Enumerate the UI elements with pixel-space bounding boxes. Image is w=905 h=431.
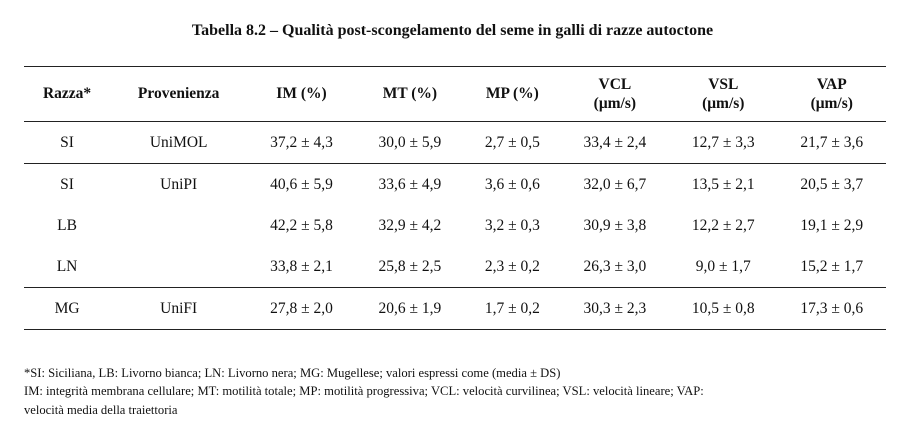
cell-vsl: 9,0 ± 1,7 bbox=[695, 257, 751, 275]
footnote-legend: *SI: Siciliana, LB: Livorno bianca; LN: Livorno nera; MG: Mugellese; valori espressi come (media ± DS) bbox=[24, 366, 561, 380]
table-header-row bbox=[24, 67, 886, 122]
table-row bbox=[24, 164, 886, 206]
data-table bbox=[24, 66, 886, 330]
cell-razza: SI bbox=[60, 175, 74, 193]
cell-provenienza bbox=[110, 246, 247, 288]
footnote-abbreviations-cont: velocità media della traiettoria bbox=[24, 402, 178, 417]
cell-mp: 1,7 ± 0,2 bbox=[484, 299, 540, 317]
cell-vap: 20,5 ± 3,7 bbox=[800, 175, 864, 193]
cell-mt: 25,8 ± 2,5 bbox=[378, 257, 442, 275]
cell-mt: 33,6 ± 4,9 bbox=[378, 175, 442, 193]
cell-razza: SI bbox=[60, 133, 74, 151]
cell-razza: LB bbox=[57, 216, 77, 234]
cell-mp: 3,6 ± 0,6 bbox=[484, 175, 540, 193]
cell-vsl: 12,2 ± 2,7 bbox=[691, 216, 755, 234]
footnote-abbreviations: IM: integrità membrana cellulare; MT: motilità totale; MP: motilità progressiva; VCL: velocità curvilinea; VSL: velocità lineare; VAP: bbox=[24, 384, 704, 399]
cell-razza: MG bbox=[54, 299, 80, 317]
cell-razza: LN bbox=[56, 257, 78, 275]
cell-vap: 19,1 ± 2,9 bbox=[800, 216, 864, 234]
cell-im: 33,8 ± 2,1 bbox=[270, 257, 333, 275]
header-provenienza: Provenienza bbox=[137, 85, 220, 103]
cell-mt: 30,0 ± 5,9 bbox=[378, 133, 442, 151]
header-vap: VAP (μm/s) bbox=[810, 75, 853, 112]
table-row bbox=[24, 288, 886, 330]
cell-vcl: 32,0 ± 6,7 bbox=[583, 175, 647, 193]
cell-im: 37,2 ± 4,3 bbox=[270, 133, 333, 151]
cell-provenienza: UniFI bbox=[160, 299, 198, 317]
cell-provenienza bbox=[110, 205, 247, 246]
cell-mt: 32,9 ± 4,2 bbox=[378, 216, 442, 234]
table-footnotes bbox=[24, 364, 894, 419]
cell-vsl: 10,5 ± 0,8 bbox=[691, 299, 755, 317]
table-title: Tabella 8.2 – Qualità post-scongelamento del seme in galli di razze autoctone bbox=[191, 22, 714, 39]
header-mp: MP (%) bbox=[485, 85, 539, 103]
cell-mt: 20,6 ± 1,9 bbox=[378, 299, 442, 317]
table-row bbox=[24, 246, 886, 288]
cell-provenienza: UniMOL bbox=[149, 133, 208, 151]
cell-vcl: 30,3 ± 2,3 bbox=[583, 299, 647, 317]
table-row bbox=[24, 122, 886, 164]
cell-im: 40,6 ± 5,9 bbox=[270, 175, 333, 193]
header-im: IM (%) bbox=[276, 85, 327, 103]
cell-im: 27,8 ± 2,0 bbox=[270, 299, 333, 317]
cell-vsl: 13,5 ± 2,1 bbox=[691, 175, 755, 193]
cell-mp: 2,7 ± 0,5 bbox=[484, 133, 540, 151]
cell-vcl: 26,3 ± 3,0 bbox=[583, 257, 647, 275]
cell-vcl: 30,9 ± 3,8 bbox=[583, 216, 647, 234]
cell-vsl: 12,7 ± 3,3 bbox=[691, 133, 755, 151]
cell-im: 42,2 ± 5,8 bbox=[270, 216, 333, 234]
cell-mp: 3,2 ± 0,3 bbox=[484, 216, 540, 234]
cell-mp: 2,3 ± 0,2 bbox=[484, 257, 540, 275]
header-mt: MT (%) bbox=[382, 85, 438, 103]
table-row bbox=[24, 205, 886, 246]
header-vsl: VSL (μm/s) bbox=[702, 75, 745, 112]
header-razza: Razza* bbox=[42, 85, 92, 103]
cell-provenienza: UniPI bbox=[160, 175, 198, 193]
header-vcl: VCL (μm/s) bbox=[593, 75, 637, 112]
cell-vap: 17,3 ± 0,6 bbox=[800, 299, 864, 317]
cell-vap: 15,2 ± 1,7 bbox=[800, 257, 864, 275]
cell-vap: 21,7 ± 3,6 bbox=[800, 133, 864, 151]
cell-vcl: 33,4 ± 2,4 bbox=[583, 133, 647, 151]
